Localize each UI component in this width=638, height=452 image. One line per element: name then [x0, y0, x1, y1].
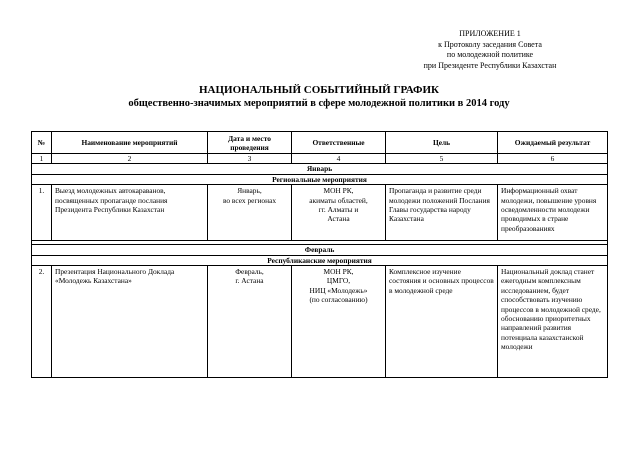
row-number: 2.	[32, 266, 52, 378]
row-event-name: Презентация Национального Доклада «Молодежь Казахстана»	[52, 266, 208, 378]
row-goal: Комплексное изучение состояния и основных процессов в молодежной среде	[386, 266, 498, 378]
document-title: НАЦИОНАЛЬНЫЙ СОБЫТИЙНЫЙ ГРАФИК	[198, 84, 440, 96]
row-responsible: МОН РК, ЦМГО, НИЦ «Молодежь» (по согласованию)	[292, 266, 386, 378]
document-subtitle: общественно-значимых мероприятий в сфере молодежной политики в 2014 году	[128, 98, 510, 109]
appendix-block	[380, 29, 600, 71]
section-label-regional: Региональные мероприятия	[32, 174, 608, 184]
header-date-place: Дата и место проведения	[208, 132, 292, 154]
events-schedule-table	[31, 131, 608, 378]
header-goal: Цель	[386, 132, 498, 154]
row-expected-result: Информационный охват молодежи, повышение уровня осведомленности молодежи проводимых в стране преобразованиях	[498, 185, 608, 241]
row-responsible: МОН РК, акиматы областей, гг. Алматы и Астана	[292, 185, 386, 241]
table-header-row	[32, 132, 608, 154]
appendix-line: по молодежной политике	[446, 50, 534, 60]
section-row-month	[32, 164, 608, 174]
section-label-january: Январь	[32, 164, 608, 174]
header-responsible: Ответственные	[292, 132, 386, 154]
appendix-line: к Протоколу заседания Совета	[438, 39, 542, 49]
row-expected-result: Национальный доклад станет ежегодным комплексным исследованием, будет способствовать изучению процессов в молодежной среде, обоснованию приоритетных направлений развития потенциала казахстанской молодежи	[498, 266, 608, 378]
section-row-category	[32, 174, 608, 184]
row-date-place: Февраль, г. Астана	[208, 266, 292, 378]
table-row	[32, 185, 608, 241]
column-number-row	[32, 154, 608, 164]
row-goal: Пропаганда и развитие среди молодежи положений Послания Главы государства народу Казахстана	[386, 185, 498, 241]
column-number: 3	[208, 154, 292, 164]
section-row-category	[32, 255, 608, 265]
row-event-name: Выезд молодежных автокараванов, посвященных пропаганде послания Президента Республики Казахстан	[52, 185, 208, 241]
column-number: 2	[52, 154, 208, 164]
header-event-name: Наименование мероприятий	[52, 132, 208, 154]
column-number: 1	[32, 154, 52, 164]
section-label-february: Февраль	[32, 245, 608, 255]
column-number: 6	[498, 154, 608, 164]
appendix-line: при Президенте Республики Казахстан	[423, 60, 557, 70]
header-number: №	[32, 132, 52, 154]
row-number: 1.	[32, 185, 52, 241]
column-number: 4	[292, 154, 386, 164]
appendix-line: ПРИЛОЖЕНИЕ 1	[459, 29, 521, 38]
header-expected-result: Ожидаемый результат	[498, 132, 608, 154]
section-label-republican: Республиканские мероприятия	[32, 255, 608, 265]
row-date-place: Январь, во всех регионах	[208, 185, 292, 241]
section-row-month	[32, 245, 608, 255]
table-row	[32, 266, 608, 378]
column-number: 5	[386, 154, 498, 164]
